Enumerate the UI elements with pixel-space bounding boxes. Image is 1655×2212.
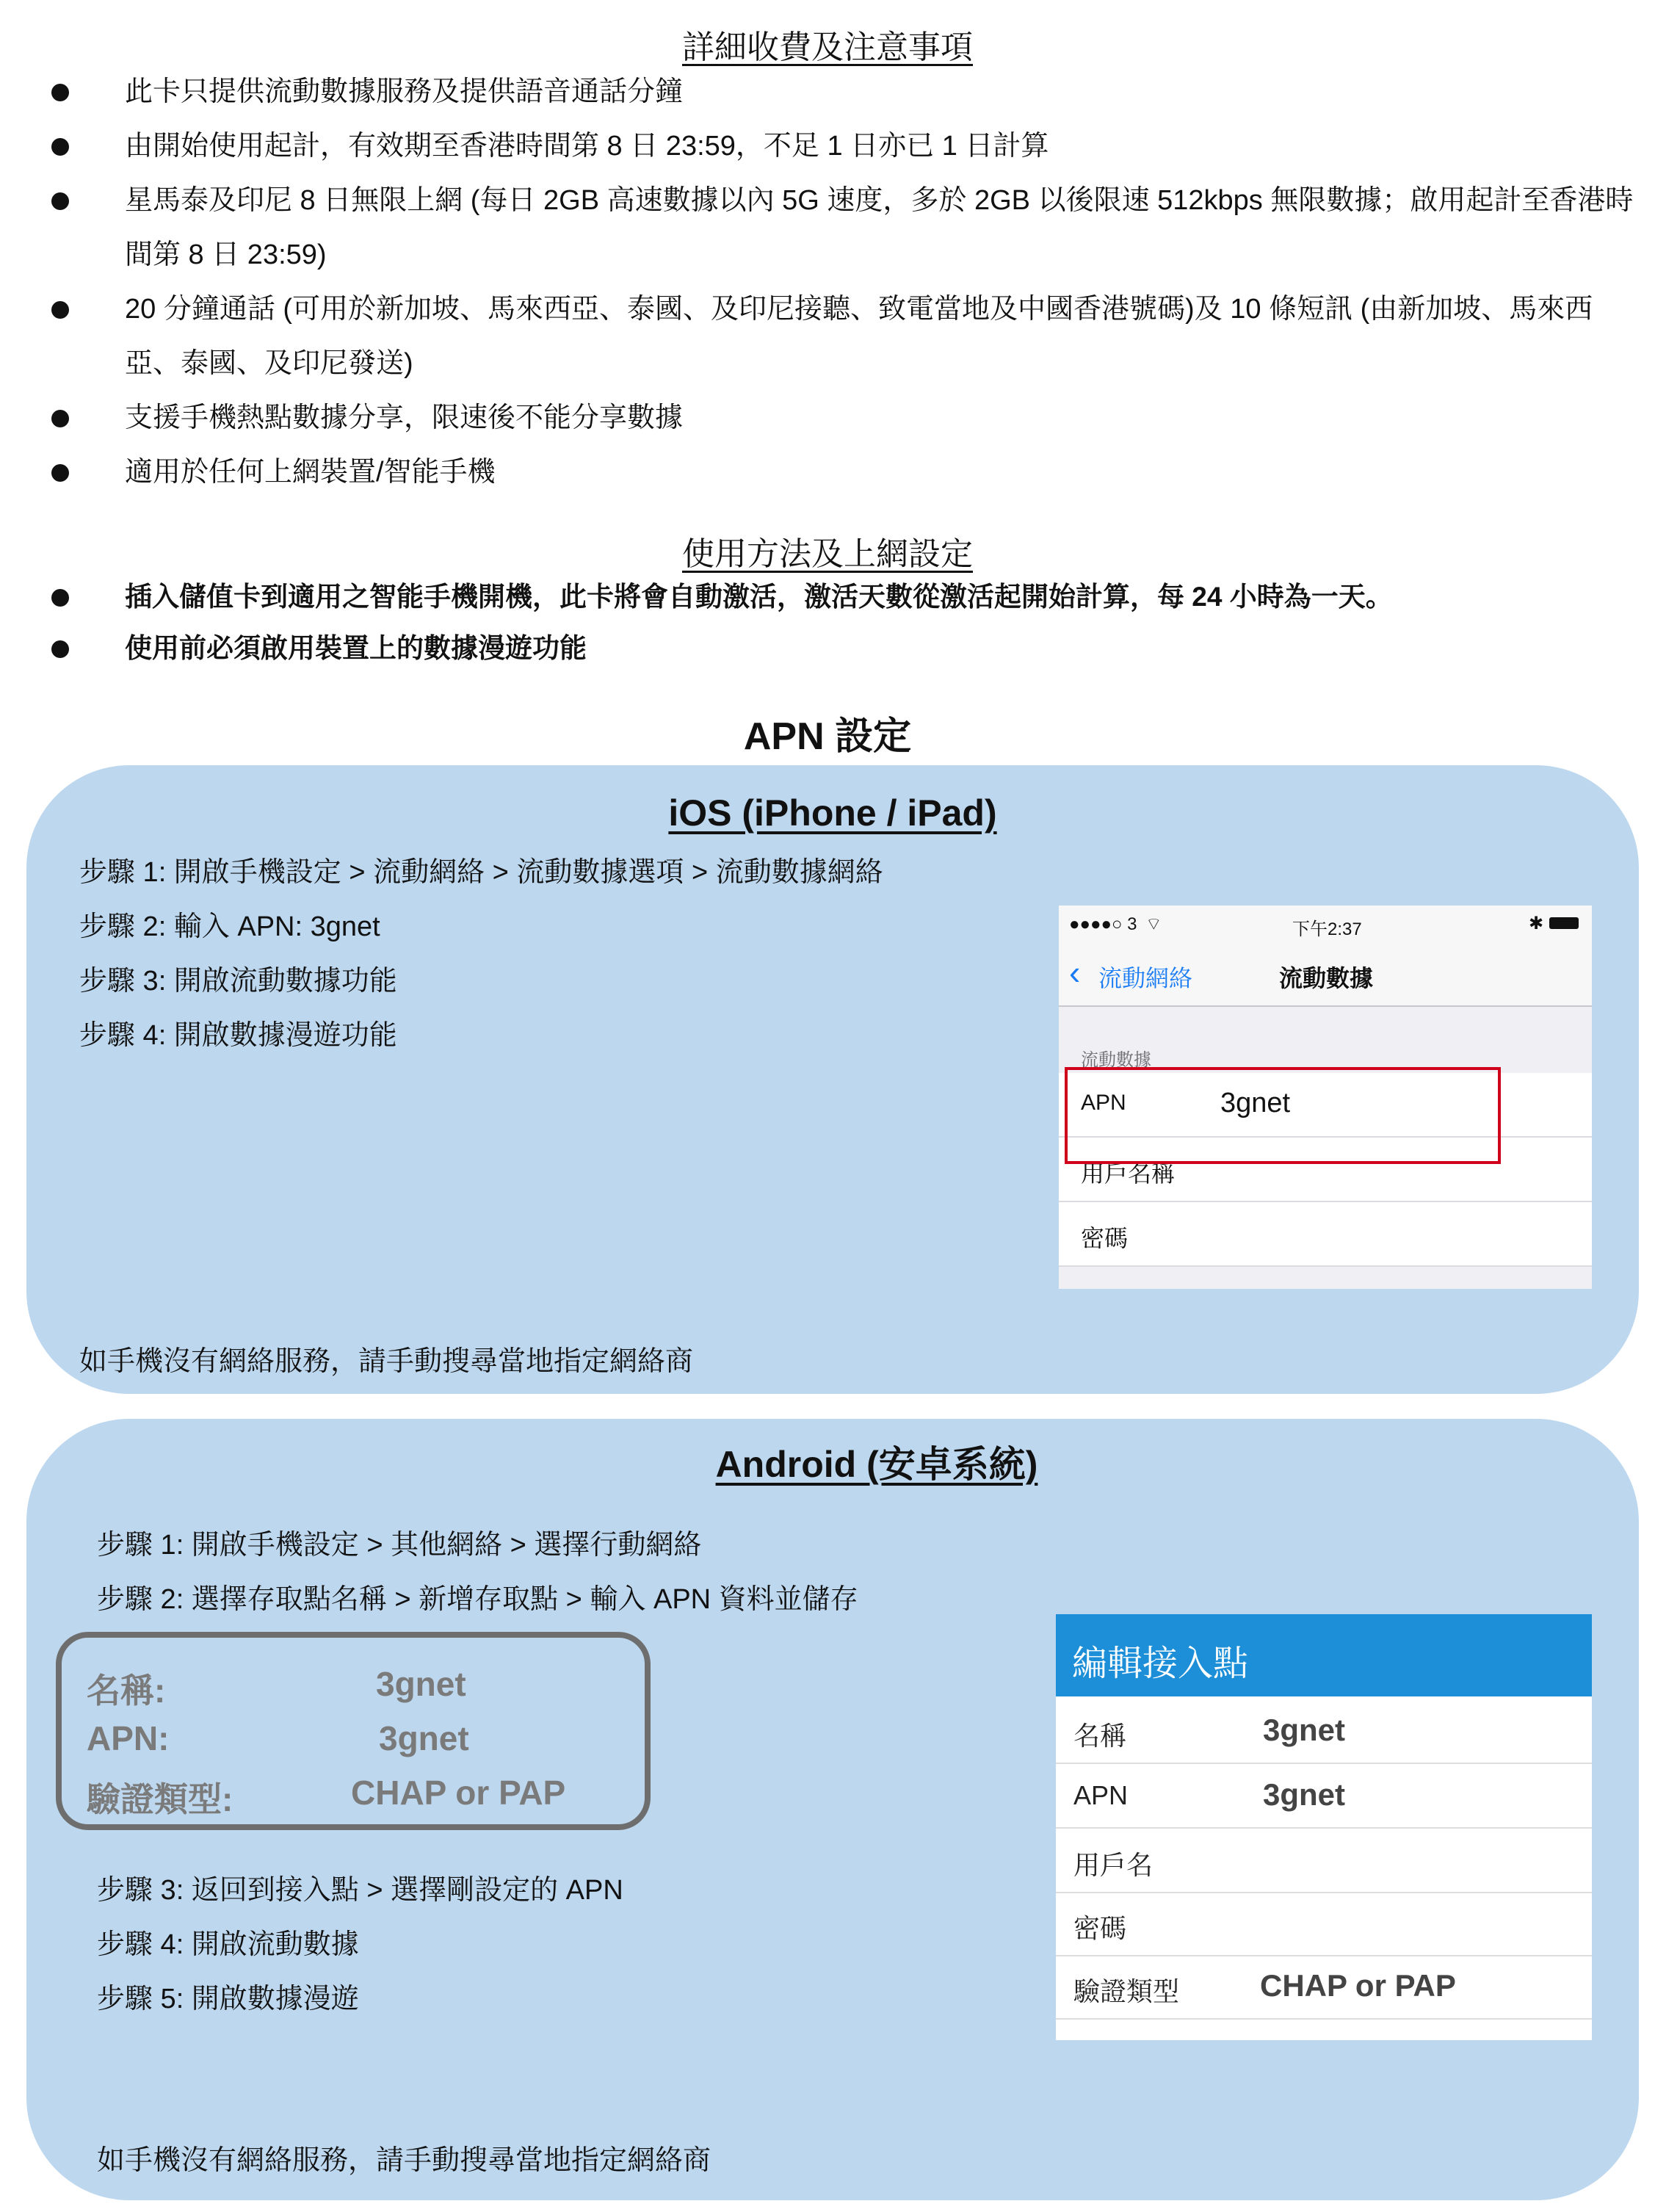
config-apn-value: 3gnet [379, 1719, 469, 1757]
android-row-value[interactable]: 3gnet [1263, 1777, 1346, 1812]
android-row-label: 名稱 [1073, 1721, 1127, 1751]
back-button[interactable]: 流動網絡 [1098, 965, 1193, 991]
apn-title: APN 設定 [743, 715, 912, 758]
section-title-usage: 使用方法及上網設定 [682, 536, 973, 572]
ios-step-4: 步驟 4: 開啟數據漫遊功能 [79, 1020, 397, 1051]
password-row[interactable] [1059, 1202, 1592, 1267]
android-row-name[interactable] [1056, 1699, 1592, 1764]
android-title: Android (安卓系統) [715, 1444, 1038, 1485]
bullet-icon [51, 84, 69, 101]
ios-title: iOS (iPhone / iPad) [668, 792, 997, 834]
apn-value[interactable]: 3gnet [1220, 1088, 1291, 1118]
android-step-2: 步驟 2: 選擇存取點名稱 > 新增存取點 > 輸入 APN 資料並儲存 [97, 1584, 858, 1615]
android-row-value[interactable]: 3gnet [1263, 1713, 1346, 1747]
config-name-label: 名稱: [87, 1671, 166, 1710]
android-note: 如手機沒有網絡服務，請手動搜尋當地指定網絡商 [97, 2145, 711, 2176]
android-step-3: 步驟 3: 返回到接入點 > 選擇剛設定的 APN [97, 1875, 623, 1906]
ios-step-1: 步驟 1: 開啟手機設定 > 流動網絡 > 流動數據選項 > 流動數據網絡 [79, 857, 883, 888]
username-label: 用戶名稱 [1081, 1160, 1176, 1187]
password-label: 密碼 [1081, 1225, 1129, 1251]
apn-label: APN [1081, 1091, 1126, 1115]
android-header [1056, 1614, 1592, 1696]
android-row-label: 用戶名 [1073, 1850, 1154, 1880]
battery-icon [1549, 917, 1579, 929]
status-time: 下午2:37 [1292, 919, 1362, 939]
back-chevron-icon[interactable]: ‹ [1069, 953, 1081, 991]
bluetooth-icon: ✱ [1529, 914, 1544, 933]
android-row-label: APN [1073, 1780, 1129, 1810]
android-row-password[interactable] [1056, 1892, 1592, 1956]
ios-step-2: 步驟 2: 輸入 APN: 3gnet [79, 911, 380, 942]
ios-screenshot [1059, 906, 1592, 1289]
config-apn-label: APN: [87, 1719, 170, 1757]
ios-nav-bar [1059, 942, 1592, 1007]
android-step-4: 步驟 4: 開啟流動數據 [97, 1929, 359, 1960]
bullet-icon [51, 410, 69, 427]
android-header-title: 編輯接入點 [1072, 1644, 1249, 1683]
android-step-1: 步驟 1: 開啟手機設定 > 其他網絡 > 選擇行動網絡 [97, 1530, 702, 1561]
android-step-5: 步驟 5: 開啟數據漫遊 [97, 1984, 359, 2014]
bullet-icon [51, 589, 69, 607]
android-row-apn[interactable] [1056, 1764, 1592, 1829]
bullet-icon [51, 192, 69, 210]
android-screenshot [1056, 1614, 1592, 2040]
config-auth-label: 驗證類型: [87, 1780, 233, 1818]
ios-status-bar [1059, 906, 1592, 942]
android-row-value[interactable]: CHAP or PAP [1260, 1968, 1456, 2003]
apn-highlight-box [1065, 1067, 1501, 1164]
ios-note: 如手機沒有網絡服務，請手動搜尋當地指定網絡商 [79, 1346, 694, 1377]
config-auth-value: CHAP or PAP [351, 1774, 566, 1812]
section-header: 流動數據 [1081, 1050, 1151, 1070]
android-row-auth[interactable] [1056, 1955, 1592, 2020]
nav-title: 流動數據 [1279, 965, 1374, 991]
wifi-icon: ⌔ [1145, 914, 1162, 934]
android-row-label: 密碼 [1073, 1913, 1127, 1943]
ios-step-3: 步驟 3: 開啟流動數據功能 [79, 966, 397, 997]
section-title-fees: 詳細收費及注意事項 [682, 29, 973, 65]
bullet-icon [51, 640, 69, 658]
carrier-signal: ●●●●○ 3 [1069, 914, 1137, 934]
bullet-icon [51, 464, 69, 482]
bullet-icon [51, 301, 69, 319]
android-row-label: 驗證類型 [1073, 1976, 1180, 2006]
android-row-username[interactable] [1056, 1829, 1592, 1893]
config-name-value: 3gnet [376, 1665, 466, 1703]
bullet-icon [51, 138, 69, 156]
